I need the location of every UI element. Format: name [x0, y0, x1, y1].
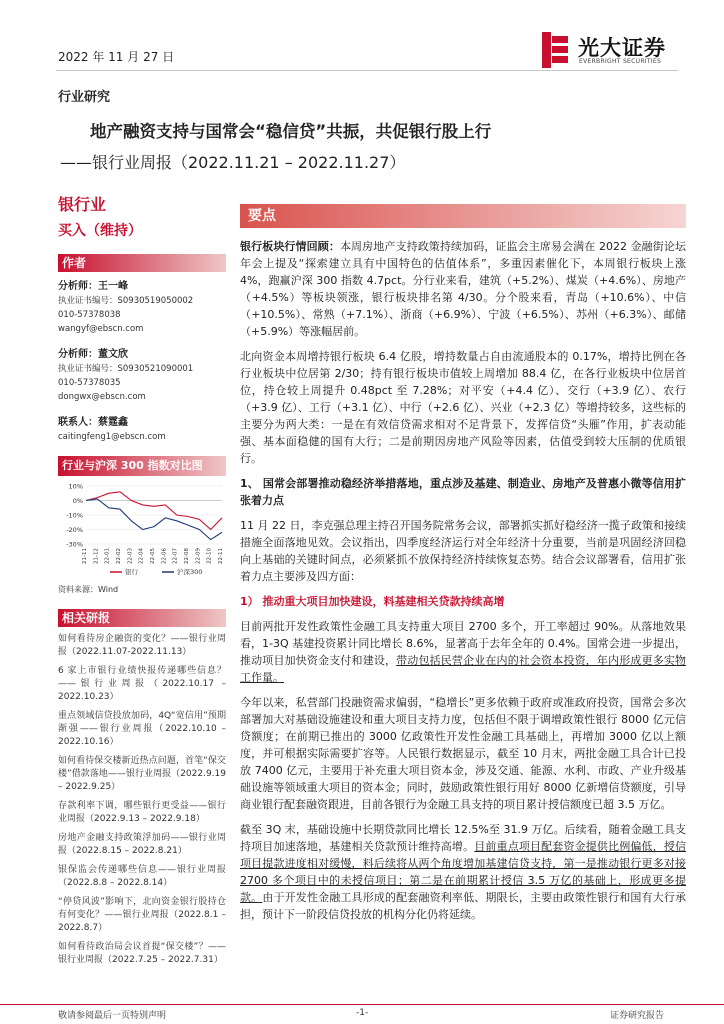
chart-x-tick-label: 21-12: [93, 548, 100, 564]
contact-email: caitingfeng1@ebscn.com: [58, 432, 166, 442]
analyst-cert: 执业证书编号：S0930521090001: [58, 364, 194, 374]
chart-title: 行业与沪深 300 指数对比图: [58, 456, 226, 476]
analyst-card: [58, 348, 226, 404]
chart-x-tick-label: 22-03: [127, 548, 134, 564]
chart-y-tick-label: -30%: [66, 540, 83, 549]
chart-x-tick-label: 22-07: [172, 548, 179, 564]
analyst-name: 分析师：王一峰: [58, 281, 128, 292]
chart-series-line-csi300: [86, 499, 222, 540]
related-report-link[interactable]: 重点领域信贷投放加码，4Q“宽信用”预期渐强——银行业周报（2022.10.10 – 2022.10.16）: [58, 711, 226, 747]
paragraph-text: 目前两批开发性政策性金融工具支持重大项目 2700 多个，开工率超过 90%。从落地效果看，1-3Q 基建投资累计同比增长 8.6%，显著高于去年全年的 0.4%。国常会进一步提出，推动项目加快资金支付和建设，: [240, 620, 686, 667]
chart-y-tick-label: 0%: [72, 497, 83, 505]
index-comparison-chart: [58, 456, 226, 595]
sidebar: [58, 194, 226, 967]
paragraph-text: 截至 3Q 末，基础设施中长期贷款同比增长 12.5%至 31.9 万亿。后续看，随着金融工具支持项目加速落地，基建相关贷款预计维持高增。: [240, 823, 686, 853]
page-number: -1-: [356, 1008, 369, 1018]
logo-name-cn: 光大证券: [578, 36, 666, 60]
footer-divider: [0, 1004, 724, 1005]
related-report-link[interactable]: 如何看待政治局会议首提“保交楼”？——银行业周报（2022.7.25 – 2022.7.31）: [58, 942, 226, 965]
paragraph-text: 本周房地产支持政策持续加码，证监会主席易会满在 2022 金融街论坛年会上提及“探索建立具有中国特色的估值体系”，多重因素催化下，本周银行板块上涨 4%，跑赢沪深 300 指数 4.7pct。分行业来看，建筑（+5.2%）、煤炭（+4.6%）、房地产（+4.5%）等板块领涨，银行板块排名第 4/30。分个股来看，青岛（+10.6%）、中信（+10.5%）、常熟（+7.1%）、浙商（+6.9%）、宁波（+6.5%）、苏州（+6.3%）、邮储（+5.9%）等涨幅居前。: [240, 240, 686, 338]
analyst-card: [58, 280, 226, 336]
chart-series-line-bank: [86, 492, 222, 530]
section-heading-1: 1、 国常会部署推动稳经济举措落地，重点涉及基建、制造业、房地产及普惠小微等信用扩张着力点: [240, 477, 686, 507]
paragraph-lead: 银行板块行情回顾：: [240, 240, 340, 253]
contact-card: [58, 416, 226, 444]
paragraph-text: 由于开发性金融工具形成的配套融资利率低、期限长，主要由政策性银行和国有大行承担，预计下一阶段信贷投放的机构分化仍将延续。: [240, 891, 687, 921]
related-report-link[interactable]: 如何看待保交楼新近热点问题，首笔“保交楼”借款落地——银行业周报（2022.9.19 – 2022.9.25）: [58, 756, 226, 792]
chart-plot: [58, 480, 226, 580]
report-title: 地产融资支持与国常会“稳信贷”共振，共促银行股上行: [90, 122, 492, 141]
chart-x-tick-label: 22-06: [161, 548, 168, 564]
rating: 买入（维持）: [58, 223, 142, 239]
chart-y-tick-label: -10%: [66, 511, 83, 520]
chart-x-tick-label: 22-09: [195, 548, 202, 564]
authors-section-bar: 作者: [58, 254, 226, 272]
related-section-bar: 相关研报: [58, 609, 226, 627]
analyst-email: dongwx@ebscn.com: [58, 392, 146, 402]
chart-legend-label: 沪深300: [177, 568, 203, 576]
chart-x-tick-label: 22-08: [184, 548, 190, 564]
paragraph-northbound: 北向资金本周增持银行板块 6.4 亿股，增持数量占自由流通股本的 0.17%，增持比例在各行业板块中位居第 2/30；持有银行板块市值较上周增加 88.4 亿，在各行业板块中位居首位，持仓较上周提升 0.48pct 至 7.28%；对平安（+4.4 亿）、交行（+3.9 亿）、农行（+3.9 亿）、工行（+3.1 亿）、中行（+2.6 亿）、兴业（+2.3 亿）等增持较多，这些标的主要分为两大类：一是在有效信贷需求相对不足背景下，发挥信贷“头雁”作用，扩表动能强、基本面稳健的国有大行；二是前期因房地产风险等因素，估值受到较大压制的优质银行。: [240, 350, 686, 465]
logo-name-en: EVERBRIGHT SECURITIES: [579, 58, 662, 65]
paragraph-state-council: 11 月 22 日，李克强总理主持召开国务院常务会议，部署抓实抓好稳经济一揽子政策和接续措施全面落地见效。会议指出，四季度经济运行对全年经济十分重要，当前是巩固经济回稳向上基础的关键时间点，必须紧抓不放保持经济持续恢复态势。结合会议部署看，信用扩张着力点主要涉及四方面：: [240, 519, 686, 583]
subsection-heading-1: 1） 推动重大项目加快建设，料基建相关贷款持续高增: [240, 595, 505, 608]
contact-name: 联系人：蔡霆鑫: [58, 417, 128, 428]
chart-source: 资料来源：Wind: [58, 585, 119, 594]
company-logo: [540, 30, 690, 70]
chart-y-tick-label: -20%: [66, 526, 83, 534]
key-points-bar: 要点: [240, 204, 686, 228]
everbright-logo-icon: [540, 30, 572, 70]
analyst-phone: 010-57378038: [58, 310, 121, 320]
report-date: 2022 年 11 月 27 日: [58, 50, 175, 64]
industry-name: 银行业: [58, 195, 107, 214]
related-report-link[interactable]: 存款利率下调，哪些银行更受益——银行业周报（2022.9.13 – 2022.9.18）: [58, 801, 226, 824]
report-type: 行业研究: [58, 90, 111, 105]
chart-y-tick-label: 10%: [68, 482, 83, 491]
chart-x-tick-label: 22-11: [218, 548, 224, 564]
related-report-link[interactable]: 房地产金融支持政策浮加码——银行业周报（2022.8.15 – 2022.8.21）: [58, 833, 226, 856]
analyst-phone: 010-57378035: [58, 378, 121, 388]
chart-x-tick-label: 22-02: [116, 548, 122, 564]
related-report-link[interactable]: 如何看待房企融资的变化？——银行业周报（2022.11.07-2022.11.13）: [58, 634, 226, 657]
chart-x-tick-label: 22-10: [206, 548, 213, 564]
chart-x-tick-label: 22-04: [138, 548, 145, 564]
analyst-cert: 执业证书编号：S0930519050002: [58, 296, 194, 306]
related-report-link[interactable]: “停贷风波”影响下，北向资金银行股持仓有何变化？——银行业周报（2022.8.1 – 2022.8.7）: [58, 897, 226, 933]
report-subtitle: ——银行业周报（2022.11.21 – 2022.11.27）: [60, 153, 406, 172]
chart-x-tick-label: 22-05: [150, 548, 156, 564]
paragraph-loans: [240, 821, 686, 923]
related-report-link[interactable]: 银保监会传递哪些信息——银行业周报（2022.8.8 – 2022.8.14）: [58, 865, 226, 888]
footer-report-label: 证券研究报告: [610, 1011, 665, 1021]
paragraph-projects: [240, 618, 686, 686]
footer-disclaimer: 敬请参阅最后一页特别声明: [58, 1011, 167, 1021]
header-divider: [56, 70, 678, 71]
chart-x-tick-label: 22-01: [104, 548, 111, 564]
chart-legend-label: 银行: [125, 568, 138, 576]
chart-x-tick-label: 21-11: [82, 548, 88, 564]
related-reports: [58, 609, 226, 967]
related-report-link[interactable]: 6 家上市银行业绩快报传递哪些信息？——银行业周报（2022.10.17 – 2022.10.23）: [58, 666, 226, 702]
underlined-text: 带动包括民营企业在内的社会资本投资，年内形成更多实物工作量。: [240, 654, 687, 684]
paragraph-infrastructure: 今年以来，私营部门投融资需求偏弱，“稳增长”更多依赖于政府或准政府投资，国常会多次部署加大对基础设施建设和重大项目支持力度，包括但不限于调增政策性银行 8000 亿元信贷额度；在前期已推出的 3000 亿政策性开发性金融工具基础上，再增加 3000 亿以上额度，并可根据实际需要扩容等。人民银行数据显示，截至 10 月末，两批金融工具合计已投放 7400 亿元，主要用于补充重大项目资本金，涉及交通、能源、水利、市政、产业升级基础设施等领域重大项目的资本金；同时，鼓励政策性银行用好 8000 亿新增信贷额度，引导商业银行配套融资跟进，目前各银行为金融工具支持的项目累计授信额度已超 3.5 万亿。: [240, 696, 686, 811]
underlined-text: 目前重点项目配套资金提供比例偏低，授信项目提款进度相对缓慢，料后续将从两个角度增加基建信贷支持，第一是推动银行更多对接 2700 多个项目中的未授信项目；第二是在前期累计授信 3.5 万亿的基础上，形成更多提款。: [240, 840, 687, 904]
main-content: [240, 238, 686, 923]
paragraph-sector-review: [240, 238, 686, 340]
analyst-name: 分析师：董文欣: [58, 349, 128, 360]
analyst-email: wangyf@ebscn.com: [58, 324, 144, 334]
